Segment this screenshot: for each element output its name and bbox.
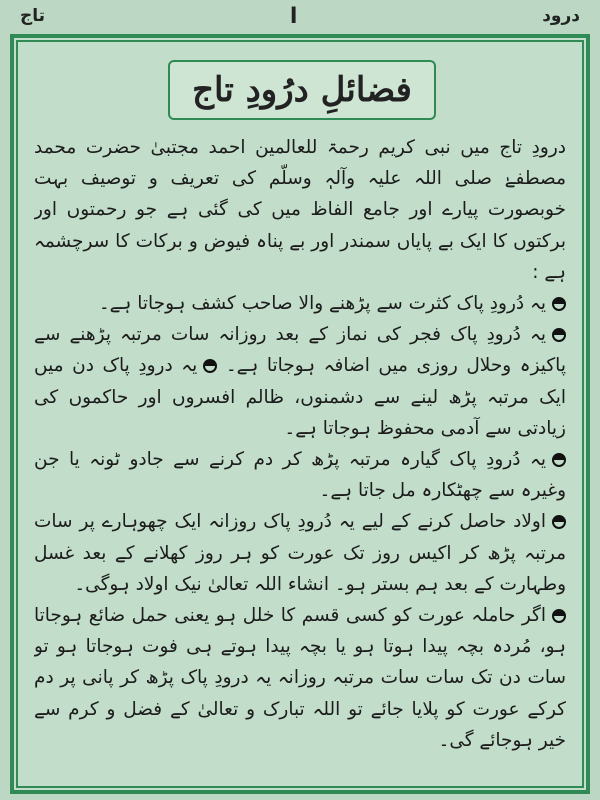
benefit-item	[34, 506, 566, 600]
benefit-text: یہ دُرودِ پاک گیارہ مرتبہ پڑھ کر دم کرنے سے جادو ٹونہ یا جن وغیرہ سے چھٹکارہ مل جاتا ہے۔	[34, 449, 566, 502]
benefit-text: یہ دُرودِ پاک فجر کی نماز کے بعد روزانہ سات مرتبہ پڑھنے سے پاکیزہ وحلال روزی میں اضافہ ہوجاتا ہے۔	[34, 324, 566, 377]
benefit-text: یہ درودِ پاک دن میں ایک مرتبہ پڑھ لینے سے دشمنوں، ظالم افسروں اور حاکموں کی زیادتی سے آدمی محفوظ ہوجاتا ہے۔	[34, 355, 566, 439]
bullet-icon	[552, 453, 566, 467]
bullet-icon	[552, 515, 566, 529]
benefit-item	[34, 444, 566, 506]
header-left-text: درود	[542, 6, 580, 26]
benefit-item	[34, 288, 566, 319]
bullet-icon	[552, 609, 566, 623]
page-number: ا	[289, 3, 298, 29]
article-body	[34, 132, 566, 784]
benefit-item	[34, 319, 566, 444]
intro-paragraph: درودِ تاج میں نبی کریم رحمۃ للعالمین احمد مجتبیٰ حضرت محمد مصطفےٰ صلی اللہ علیہ وآلہٖ وسلّم کی تعریف و توصیف بہت خوبصورت پیارے اور جامع الفاظ میں کی گئی ہے جو رحمتوں اور برکتوں کا ایک بے پایاں سمندر اور بے پناہ فیوض و برکات کا سرچشمہ ہے :	[34, 137, 566, 283]
benefit-item	[34, 600, 566, 756]
bullet-icon	[203, 359, 217, 373]
benefit-text: اولاد حاصل کرنے کے لیے یہ دُرودِ پاک روزانہ ایک چھوہارے پر سات مرتبہ پڑھ کر اکیس روز تک عورت کو ہر روز کھلانے کے بعد غسل وطہارت کے بعد ہم بستر ہو۔ انشاء اللہ تعالیٰ نیک اولاد ہوگی۔	[34, 511, 566, 595]
benefit-text: اگر حاملہ عورت کو کسی قسم کا خلل ہو یعنی حمل ضائع ہوجاتا ہو، مُردہ بچہ پیدا ہوتا ہو یا بچہ پیدا ہوتے ہی فوت ہوجاتا ہو تو سات دن تک سات سات مرتبہ روزانہ یہ درودِ پاک پڑھ کر پانی پر دم کرکے عورت کو پلایا جائے تو اللہ تبارک و تعالیٰ کے فضل و کرم سے خیر ہوجائے گی۔	[34, 605, 566, 751]
header-right-text: تاج	[20, 6, 46, 26]
bullet-icon	[552, 297, 566, 311]
benefit-text: یہ دُرودِ پاک کثرت سے پڑھنے والا صاحب کشف ہوجاتا ہے۔	[98, 293, 546, 315]
bullet-icon	[552, 328, 566, 342]
page-header	[0, 0, 600, 32]
page-title: فضائلِ درُودِ تاج	[192, 70, 412, 110]
title-box	[168, 60, 436, 120]
